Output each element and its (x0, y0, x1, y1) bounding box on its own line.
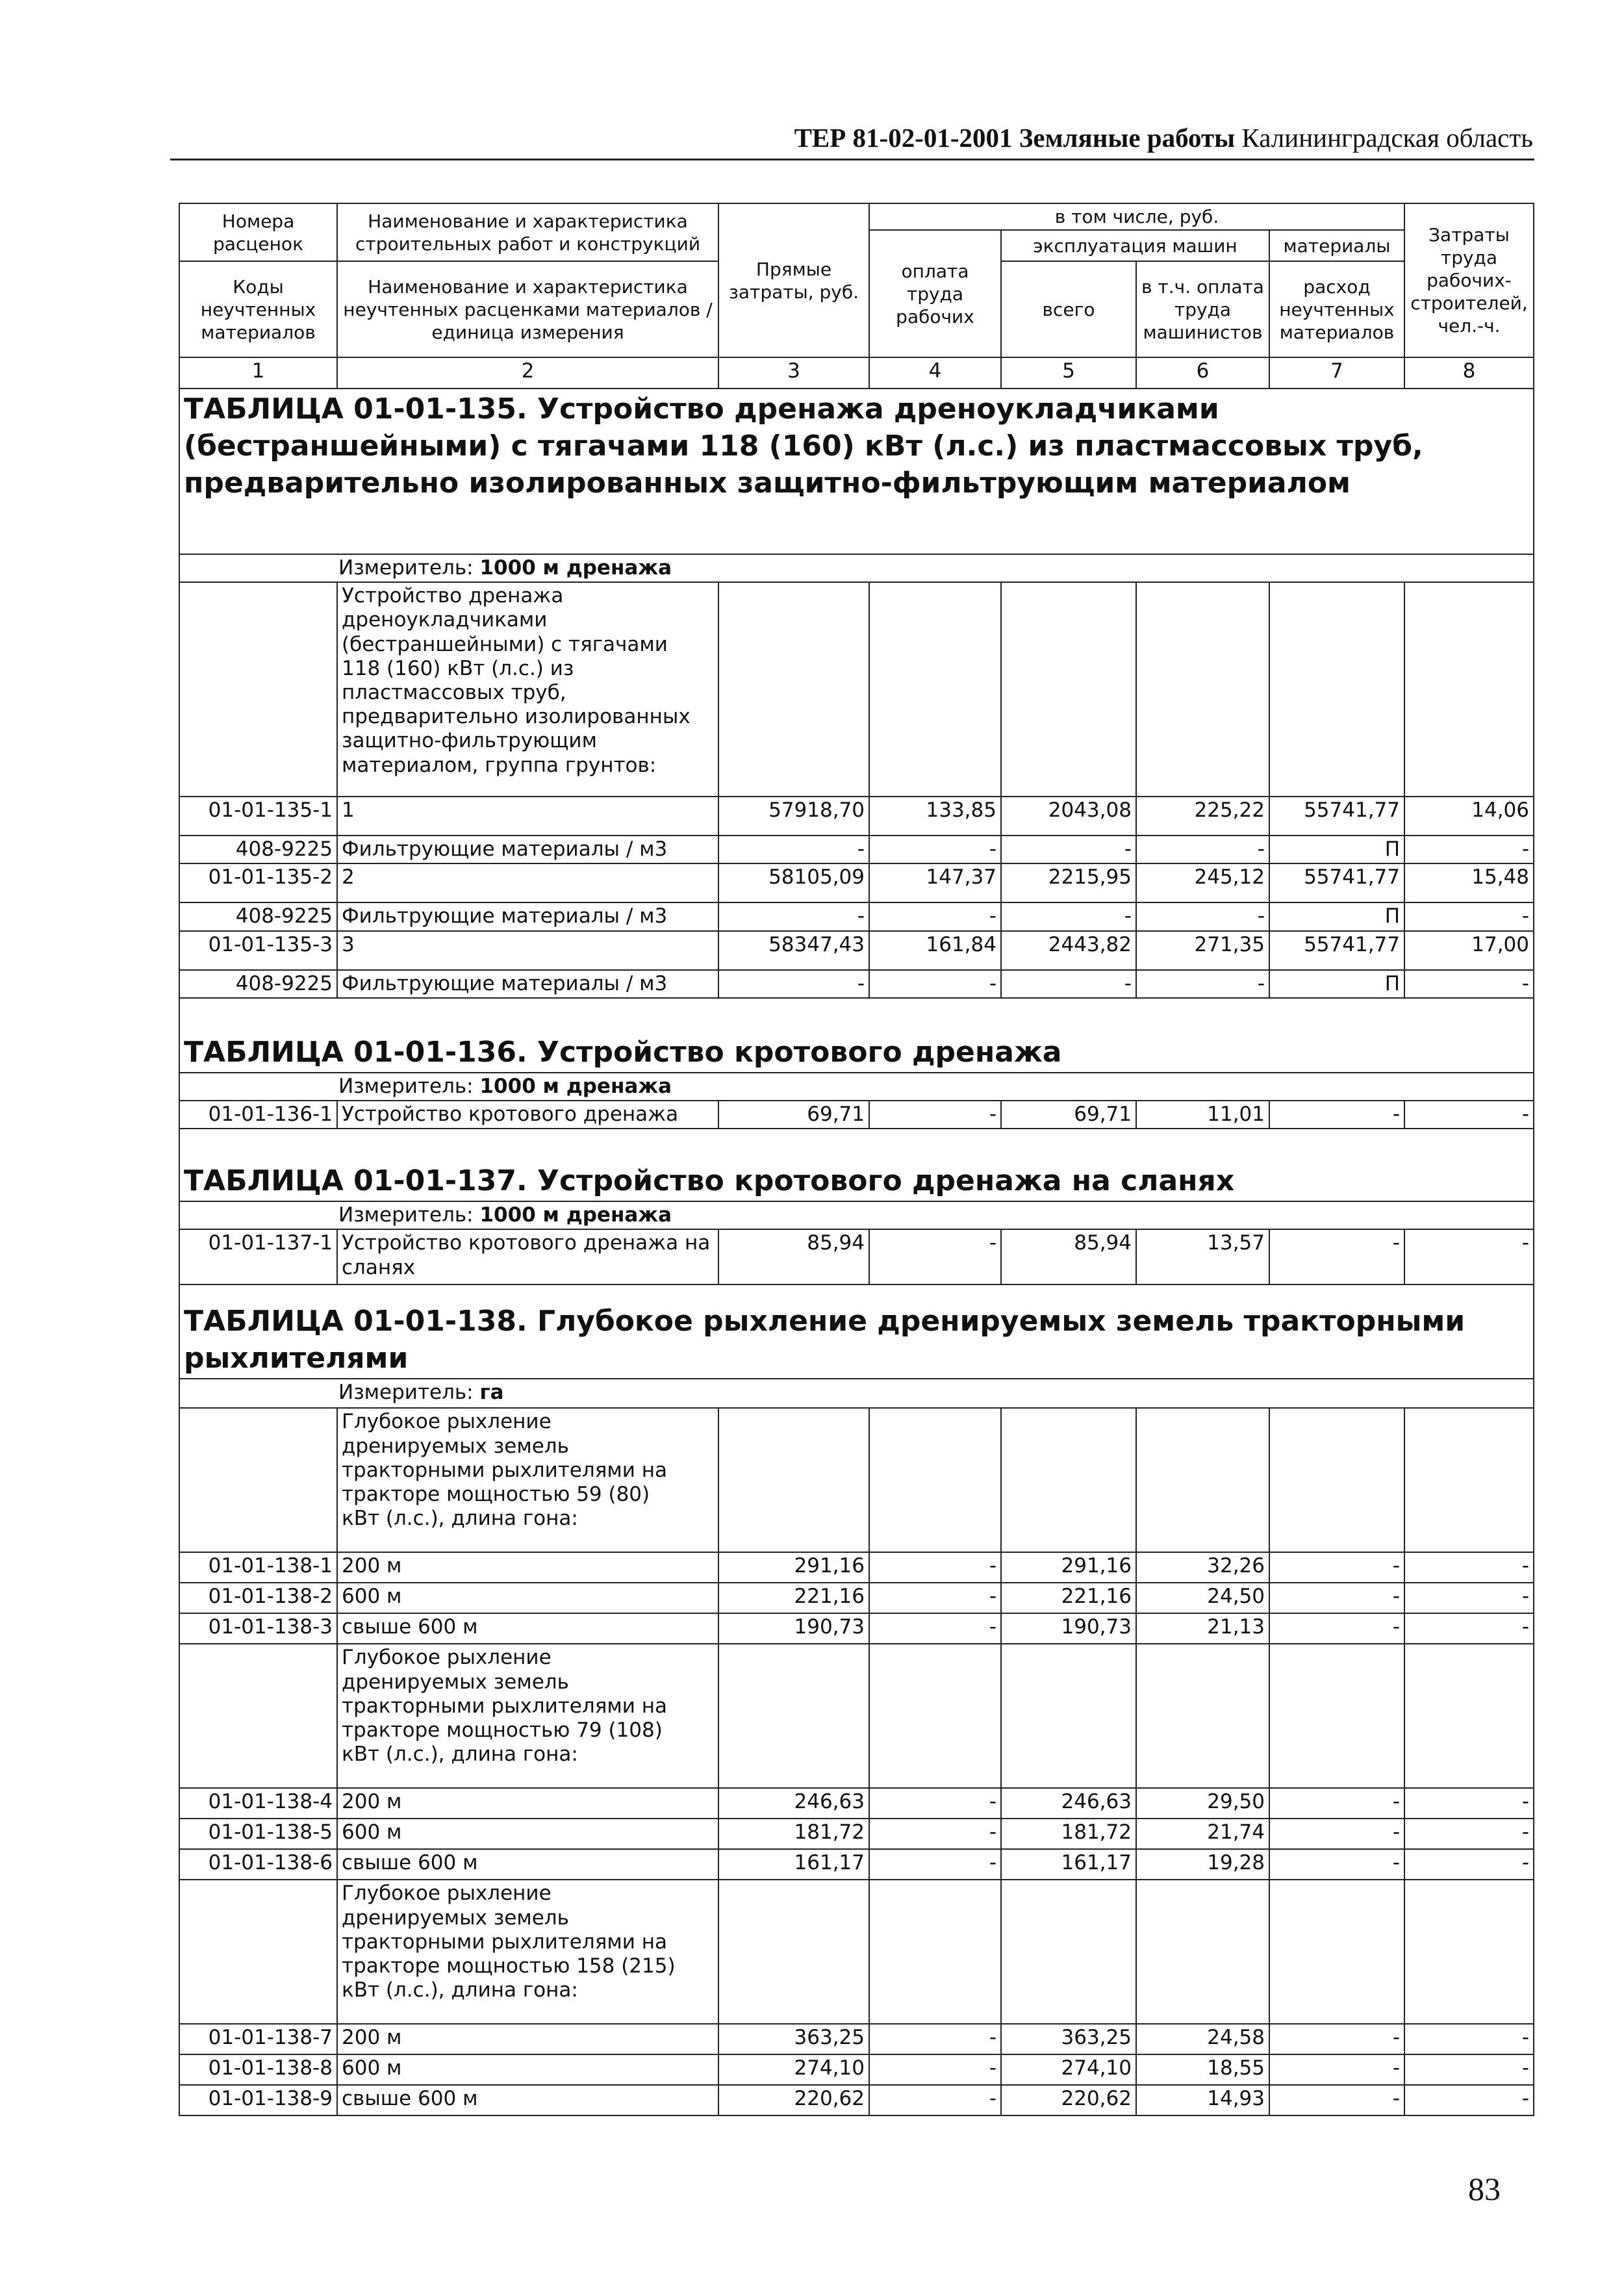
materials-value: 55741,77 (1269, 863, 1404, 902)
work-description: Глубокое рыхление дренируемых земель тракторными рыхлителями на тракторе мощностью 79 (108) кВт (л.с.), длина гона: (337, 1644, 718, 1788)
direct-cost: 57918,70 (718, 797, 869, 836)
table-row (179, 1101, 1534, 1129)
wages-value: - (869, 1849, 1001, 1880)
materials-value: - (1269, 1849, 1404, 1880)
column-numbers-row (179, 357, 1534, 389)
rate-code: 01-01-135-2 (179, 863, 337, 902)
table-title: ТАБЛИЦА 01-01-136. Устройство кротового дренажа (179, 998, 1534, 1073)
table-row (179, 1583, 1534, 1613)
material-labor: - (1404, 902, 1534, 930)
material-machinist-wages: - (1136, 836, 1269, 863)
wages-value: - (869, 1583, 1001, 1613)
rate-code: 01-01-138-9 (179, 2085, 337, 2115)
table-row (179, 1613, 1534, 1644)
direct-cost: 221,16 (718, 1583, 869, 1613)
wages-value: 133,85 (869, 797, 1001, 836)
rate-code: 01-01-138-7 (179, 2024, 337, 2054)
materials-value: - (1269, 1788, 1404, 1819)
rate-code: 01-01-138-5 (179, 1819, 337, 1849)
col-machines-total-header: всего (1001, 261, 1136, 357)
measure-label: Измеритель: (338, 1074, 474, 1098)
table-title: ТАБЛИЦА 01-01-135. Устройство дренажа дреноукладчиками (бестраншейными) с тягачами 118 (160) кВт (л.с.) из пластмассовых труб, предварительно изолированных защитно-фильтрующим материалом (179, 389, 1534, 554)
table-row (179, 1849, 1534, 1880)
material-labor: - (1404, 970, 1534, 998)
rate-name: Устройство кротового дренажа (337, 1101, 718, 1129)
work-description: Устройство дренажа дреноукладчиками (бестраншейными) с тягачами 118 (160) кВт (л.с.) из пластмассовых труб, предварительно изолированных защитно-фильтрующим материалом, группа грунтов: (337, 582, 718, 797)
rate-code: 01-01-138-4 (179, 1788, 337, 1819)
machinist-wages: 11,01 (1136, 1101, 1269, 1129)
material-wages: - (869, 836, 1001, 863)
machinist-wages: 18,55 (1136, 2054, 1269, 2085)
rate-name: 2 (337, 863, 718, 902)
page-header (754, 122, 1533, 153)
measure-value: га (479, 1381, 504, 1405)
machines-total: 220,62 (1001, 2085, 1136, 2115)
rate-code: 01-01-138-1 (179, 1552, 337, 1583)
materials-value: - (1269, 1613, 1404, 1644)
direct-cost: 274,10 (718, 2054, 869, 2085)
table-title: ТАБЛИЦА 01-01-138. Глубокое рыхление дренируемых земель тракторными рыхлителями (179, 1284, 1534, 1379)
machines-total: 69,71 (1001, 1101, 1136, 1129)
labor-value: - (1404, 2085, 1534, 2115)
machinist-wages: 24,50 (1136, 1583, 1269, 1613)
rate-name: свыше 600 м (337, 2085, 718, 2115)
wages-value: - (869, 2024, 1001, 2054)
direct-cost: 363,25 (718, 2024, 869, 2054)
labor-value: - (1404, 1101, 1534, 1129)
table-row (179, 863, 1534, 902)
machinist-wages: 19,28 (1136, 1849, 1269, 1880)
rate-code: 01-01-138-3 (179, 1613, 337, 1644)
material-machinist-wages: - (1136, 970, 1269, 998)
material-code: 408-9225 (179, 970, 337, 998)
labor-value: - (1404, 1613, 1534, 1644)
wages-value: 147,37 (869, 863, 1001, 902)
table-row (179, 1788, 1534, 1819)
materials-value: - (1269, 1583, 1404, 1613)
machines-total: 246,63 (1001, 1788, 1136, 1819)
work-description: Глубокое рыхление дренируемых земель тракторными рыхлителями на тракторе мощностью 158 (215) кВт (л.с.), длина гона: (337, 1880, 718, 2024)
measure-unit (179, 1201, 1534, 1229)
column-number: 7 (1269, 357, 1404, 389)
col-material-consumption-header: расход неучтенных материалов (1269, 261, 1404, 357)
table-row (179, 1229, 1534, 1284)
measure-value: 1000 м дренажа (479, 556, 672, 580)
col-direct-costs-header: Прямые затраты, руб. (718, 203, 869, 357)
measure-label: Измеритель: (338, 1203, 474, 1227)
machinist-wages: 13,57 (1136, 1229, 1269, 1284)
work-description: Глубокое рыхление дренируемых земель тракторными рыхлителями на тракторе мощностью 59 (80) кВт (л.с.), длина гона: (337, 1408, 718, 1552)
material-name: Фильтрующие материалы / м3 (337, 902, 718, 930)
machinist-wages: 271,35 (1136, 931, 1269, 970)
direct-cost: 220,62 (718, 2085, 869, 2115)
machines-total: 221,16 (1001, 1583, 1136, 1613)
column-number: 4 (869, 357, 1001, 389)
column-number: 5 (1001, 357, 1136, 389)
machines-total: 2443,82 (1001, 931, 1136, 970)
material-machines: - (1001, 902, 1136, 930)
labor-value: - (1404, 2024, 1534, 2054)
machines-total: 85,94 (1001, 1229, 1136, 1284)
materials-value: 55741,77 (1269, 797, 1404, 836)
material-consumption: П (1269, 970, 1404, 998)
wages-value: - (869, 1819, 1001, 1849)
wages-value: - (869, 1788, 1001, 1819)
machines-total: 181,72 (1001, 1819, 1136, 1849)
material-labor: - (1404, 836, 1534, 863)
material-wages: - (869, 902, 1001, 930)
direct-cost: 58347,43 (718, 931, 869, 970)
rate-name: 600 м (337, 1819, 718, 1849)
machines-total: 274,10 (1001, 2054, 1136, 2085)
material-name: Фильтрующие материалы / м3 (337, 970, 718, 998)
rate-name: 1 (337, 797, 718, 836)
rate-code: 01-01-136-1 (179, 1101, 337, 1129)
col-including-header: в том числе, руб. (869, 203, 1404, 230)
material-row (179, 902, 1534, 930)
material-row (179, 970, 1534, 998)
material-direct: - (718, 970, 869, 998)
labor-value: 17,00 (1404, 931, 1534, 970)
column-number: 6 (1136, 357, 1269, 389)
material-wages: - (869, 970, 1001, 998)
col-rate-number-header: Номера расценок (179, 203, 337, 261)
direct-cost: 181,72 (718, 1819, 869, 1849)
table-row (179, 2054, 1534, 2085)
measure-unit (179, 1073, 1534, 1101)
machinist-wages: 32,26 (1136, 1552, 1269, 1583)
labor-value: - (1404, 1819, 1534, 1849)
machinist-wages: 14,93 (1136, 2085, 1269, 2115)
machines-total: 2215,95 (1001, 863, 1136, 902)
direct-cost: 85,94 (718, 1229, 869, 1284)
col-material-codes-header: Коды неучтенных материалов (179, 261, 337, 357)
material-consumption: П (1269, 836, 1404, 863)
rate-code: 01-01-135-1 (179, 797, 337, 836)
section-01-01-137 (179, 1129, 1534, 1284)
machinist-wages: 29,50 (1136, 1788, 1269, 1819)
machines-total: 161,17 (1001, 1849, 1136, 1880)
wages-value: 161,84 (869, 931, 1001, 970)
labor-value: - (1404, 1583, 1534, 1613)
materials-value: - (1269, 2085, 1404, 2115)
machinist-wages: 24,58 (1136, 2024, 1269, 2054)
direct-cost: 69,71 (718, 1101, 869, 1129)
materials-value: 55741,77 (1269, 931, 1404, 970)
direct-cost: 246,63 (718, 1788, 869, 1819)
wages-value: - (869, 2085, 1001, 2115)
table-row (179, 2085, 1534, 2115)
material-name: Фильтрующие материалы / м3 (337, 836, 718, 863)
materials-value: - (1269, 2024, 1404, 2054)
machines-total: 2043,08 (1001, 797, 1136, 836)
column-number: 3 (718, 357, 869, 389)
materials-value: - (1269, 1552, 1404, 1583)
material-code: 408-9225 (179, 836, 337, 863)
material-direct: - (718, 902, 869, 930)
labor-value: 15,48 (1404, 863, 1534, 902)
rate-name: 3 (337, 931, 718, 970)
measure-value: 1000 м дренажа (479, 1074, 672, 1098)
column-number: 2 (337, 357, 718, 389)
material-machines: - (1001, 970, 1136, 998)
labor-value: 14,06 (1404, 797, 1534, 836)
header-doc-code: ТЕР 81-02-01-2001 (794, 123, 1013, 153)
rate-code: 01-01-138-6 (179, 1849, 337, 1880)
measure-unit (179, 554, 1534, 582)
machines-total: 291,16 (1001, 1552, 1136, 1583)
material-code: 408-9225 (179, 902, 337, 930)
rates-table (179, 203, 1534, 2116)
table-title: ТАБЛИЦА 01-01-137. Устройство кротового дренажа на сланях (179, 1129, 1534, 1201)
wages-value: - (869, 1552, 1001, 1583)
material-row (179, 836, 1534, 863)
header-rule (170, 159, 1534, 160)
col-machines-header: эксплуатация машин (1001, 230, 1269, 261)
rate-name: 200 м (337, 1788, 718, 1819)
header-doc-title: Земляные работы (1019, 123, 1236, 153)
wages-value: - (869, 1101, 1001, 1129)
column-number: 1 (179, 357, 337, 389)
materials-value: - (1269, 2054, 1404, 2085)
column-number: 8 (1404, 357, 1534, 389)
col-work-name-header: Наименование и характеристика строительных работ и конструкций (337, 203, 718, 261)
col-labor-header: Затраты труда рабочих-строителей, чел.-ч. (1404, 203, 1534, 357)
direct-cost: 190,73 (718, 1613, 869, 1644)
machines-total: 363,25 (1001, 2024, 1136, 2054)
materials-value: - (1269, 1101, 1404, 1129)
materials-value: - (1269, 1819, 1404, 1849)
wages-value: - (869, 2054, 1001, 2085)
rate-name: свыше 600 м (337, 1849, 718, 1880)
rate-code: 01-01-138-2 (179, 1583, 337, 1613)
table-row (179, 931, 1534, 970)
labor-value: - (1404, 1849, 1534, 1880)
table-row (179, 1819, 1534, 1849)
col-wages-header: оплата труда рабочих (869, 230, 1001, 357)
section-01-01-135 (179, 389, 1534, 998)
header-region: Калининградская область (1241, 123, 1533, 153)
machinist-wages: 21,74 (1136, 1819, 1269, 1849)
rate-code: 01-01-137-1 (179, 1229, 337, 1284)
wages-value: - (869, 1229, 1001, 1284)
section-01-01-136 (179, 998, 1534, 1129)
labor-value: - (1404, 1788, 1534, 1819)
material-machinist-wages: - (1136, 902, 1269, 930)
col-material-name-header: Наименование и характеристика неучтенных расценками материалов / единица измерения (337, 261, 718, 357)
machinist-wages: 245,12 (1136, 863, 1269, 902)
materials-value: - (1269, 1229, 1404, 1284)
wages-value: - (869, 1613, 1001, 1644)
table-row (179, 2024, 1534, 2054)
section-01-01-138 (179, 1284, 1534, 2115)
machinist-wages: 225,22 (1136, 797, 1269, 836)
rate-code: 01-01-138-8 (179, 2054, 337, 2085)
rate-name: 200 м (337, 2024, 718, 2054)
direct-cost: 291,16 (718, 1552, 869, 1583)
measure-label: Измеритель: (338, 1381, 474, 1405)
rate-code: 01-01-135-3 (179, 931, 337, 970)
col-machinist-wages-header: в т.ч. оплата труда машинистов (1136, 261, 1269, 357)
rate-name: 600 м (337, 2054, 718, 2085)
measure-value: 1000 м дренажа (479, 1203, 672, 1227)
material-consumption: П (1269, 902, 1404, 930)
page-number: 83 (1468, 2171, 1501, 2207)
material-machines: - (1001, 836, 1136, 863)
table-row (179, 1552, 1534, 1583)
table-row (179, 797, 1534, 836)
direct-cost: 58105,09 (718, 863, 869, 902)
labor-value: - (1404, 2054, 1534, 2085)
table-header (179, 203, 1534, 389)
rate-name: 200 м (337, 1552, 718, 1583)
rate-name: 600 м (337, 1583, 718, 1613)
material-direct: - (718, 836, 869, 863)
machines-total: 190,73 (1001, 1613, 1136, 1644)
labor-value: - (1404, 1229, 1534, 1284)
rate-name: Устройство кротового дренажа на сланях (337, 1229, 718, 1284)
direct-cost: 161,17 (718, 1849, 869, 1880)
labor-value: - (1404, 1552, 1534, 1583)
measure-unit (179, 1379, 1534, 1408)
rate-name: свыше 600 м (337, 1613, 718, 1644)
col-materials-header: материалы (1269, 230, 1404, 261)
measure-label: Измеритель: (338, 556, 474, 580)
machinist-wages: 21,13 (1136, 1613, 1269, 1644)
